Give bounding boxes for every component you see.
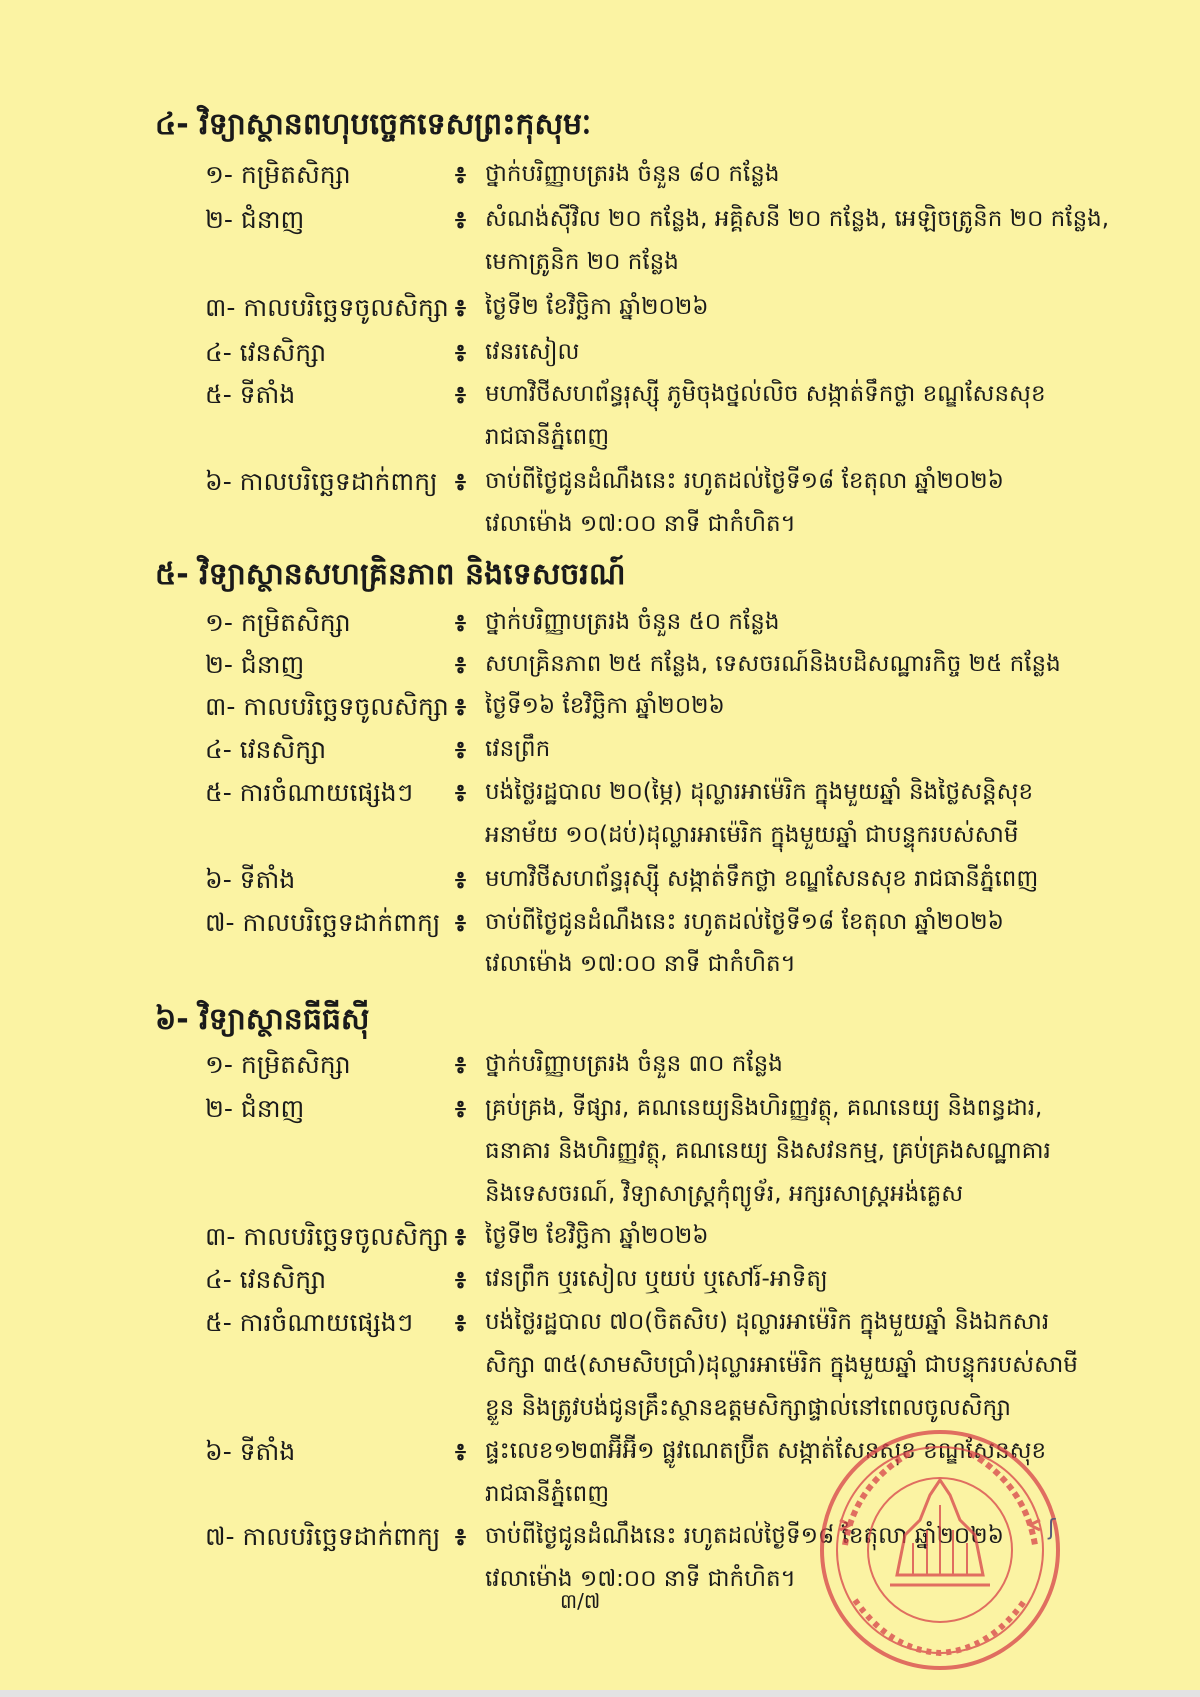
- field-row: [0, 735, 1200, 779]
- field-row: [0, 650, 1200, 694]
- field-row: [0, 160, 1200, 204]
- field-separator: ៖: [455, 650, 466, 679]
- field-separator: ៖: [455, 735, 466, 764]
- field-value: ចាប់ពីថ្ងៃជូនដំណឹងនេះ រហូតដល់ថ្ងៃទី១៨ ខែតុលា ឆ្នាំ២០២៦: [485, 1523, 1004, 1549]
- field-value: វេនព្រឹក ឬរសៀល ឬយប់ ឬសៅរ៍-អាទិត្យ: [485, 1266, 828, 1292]
- field-row: [0, 293, 1200, 337]
- field-row: [0, 692, 1200, 736]
- field-value-continued: រាជធានីភ្នំពេញ: [485, 424, 610, 450]
- field-label: ៧- កាលបរិច្ឆេទដាក់ពាក្យ: [205, 908, 441, 937]
- field-value: ថ្នាក់បរិញ្ញាបត្ររង ចំនួន ៣០ កន្លែង: [485, 1051, 783, 1077]
- field-value: ថ្នាក់បរិញ្ញាបត្ររង ចំនួន ៥០ កន្លែង: [485, 609, 780, 635]
- section-title: ៦- វិទ្យាស្ថានធីធីស៊ី: [155, 1002, 370, 1037]
- field-value-continued: វេលាម៉ោង ១៧:០០ នាទី ជាកំហិត។: [485, 1566, 796, 1592]
- field-value-continued: រាជធានីភ្នំពេញ: [485, 1481, 610, 1507]
- field-row: [0, 1094, 1200, 1138]
- field-separator: ៖: [455, 380, 466, 409]
- field-value-continued: សិក្សា ៣៥(សាមសិបប្រាំ)ដុល្លារអាម៉េរិក ក្នុងមួយឆ្នាំ ជាបន្ទុករបស់សាមី: [485, 1352, 1078, 1378]
- field-row: [0, 778, 1200, 822]
- field-label: ៦- ទីតាំង: [205, 1437, 296, 1466]
- field-value-continued: វេលាម៉ោង ១៧:០០ នាទី ជាកំហិត។: [485, 951, 796, 977]
- field-value: មហាវិថីសហព័ន្ធរុស្ស៊ី ភូមិចុងថ្នល់លិច សង្កាត់ទឹកថ្លា ខណ្ឌសែនសុខ: [485, 381, 1046, 407]
- field-separator: ៖: [455, 1094, 466, 1123]
- field-separator: ៖: [455, 205, 466, 234]
- field-label: ៥- ការចំណាយផ្សេងៗ: [205, 1308, 414, 1337]
- field-separator: ៖: [455, 293, 466, 322]
- field-label: ៤- វេនសិក្សា: [205, 338, 327, 367]
- handwritten-mark: ʃ: [1048, 1516, 1056, 1541]
- section-title: ៤- វិទ្យាស្ថានពហុបច្ចេកទេសព្រះកុសុមៈ: [155, 107, 592, 142]
- field-row: [0, 608, 1200, 652]
- field-row: [0, 205, 1200, 249]
- field-value: ថ្នាក់បរិញ្ញាបត្ររង ចំនួន ៨០ កន្លែង: [485, 161, 780, 187]
- field-value: ផ្ទះលេខ១២៣អ៊ីអ៊ី១ ផ្លូវណេតប្រ៊ីត សង្កាត់សែនសុខ ខណ្ឌសែនសុខ: [485, 1438, 1047, 1464]
- field-separator: ៖: [455, 1222, 466, 1251]
- field-label: ៤- វេនសិក្សា: [205, 735, 327, 764]
- field-separator: ៖: [455, 1265, 466, 1294]
- field-value: វេនរសៀល: [485, 339, 580, 365]
- field-separator: ៖: [455, 692, 466, 721]
- field-value-continued: អនាម័យ ១០(ដប់)ដុល្លារអាម៉េរិក ក្នុងមួយឆ្នាំ ជាបន្ទុករបស់សាមី: [485, 822, 1019, 848]
- field-row: [0, 1050, 1200, 1094]
- field-value: ចាប់ពីថ្ងៃជូនដំណឹងនេះ រហូតដល់ថ្ងៃទី១៨ ខែតុលា ឆ្នាំ២០២៦: [485, 468, 1004, 494]
- field-row: [0, 1308, 1200, 1352]
- field-row: [0, 1222, 1200, 1266]
- field-label: ៥- ការចំណាយផ្សេងៗ: [205, 778, 414, 807]
- field-value: ចាប់ពីថ្ងៃជូនដំណឹងនេះ រហូតដល់ថ្ងៃទី១៨ ខែតុលា ឆ្នាំ២០២៦: [485, 909, 1004, 935]
- field-value: ថ្ងៃទី២ ខែវិច្ឆិកា ឆ្នាំ២០២៦: [485, 294, 709, 320]
- field-row: [0, 908, 1200, 952]
- field-label: ៣- កាលបរិច្ឆេទចូលសិក្សា: [205, 692, 449, 721]
- field-value-continued: ខ្លួន និងត្រូវបង់ជូនគ្រឹះស្ថានឧត្តមសិក្សាផ្ទាល់នៅពេលចូលសិក្សា: [485, 1395, 1011, 1421]
- field-value-continued: វេលាម៉ោង ១៧:០០ នាទី ជាកំហិត។: [485, 511, 796, 537]
- field-label: ២- ជំនាញ: [205, 205, 305, 234]
- field-value: បង់ថ្លៃរដ្ឋបាល ៧០(ចិតសិប) ដុល្លារអាម៉េរិក ក្នុងមួយឆ្នាំ និងឯកសារ: [485, 1309, 1050, 1335]
- field-separator: ៖: [455, 338, 466, 367]
- field-value: ថ្ងៃទី១៦ ខែវិច្ឆិកា ឆ្នាំ២០២៦: [485, 693, 725, 719]
- field-label: ៦- កាលបរិច្ឆេទដាក់ពាក្យ: [205, 467, 438, 496]
- field-separator: ៖: [455, 608, 466, 637]
- official-seal-stamp: [815, 1425, 1065, 1675]
- field-separator: ៖: [455, 1522, 466, 1551]
- field-separator: ៖: [455, 1050, 466, 1079]
- field-row: [0, 380, 1200, 424]
- field-separator: ៖: [455, 160, 466, 189]
- field-separator: ៖: [455, 778, 466, 807]
- field-label: ៦- ទីតាំង: [205, 865, 296, 894]
- field-label: ១- កម្រិតសិក្សា: [205, 160, 351, 189]
- field-label: ៥- ទីតាំង: [205, 380, 296, 409]
- field-label: ២- ជំនាញ: [205, 650, 305, 679]
- field-value: មហាវិថីសហព័ន្ធរុស្ស៊ី សង្កាត់ទឹកថ្លា ខណ្ឌសែនសុខ រាជធានីភ្នំពេញ: [485, 866, 1039, 892]
- field-label: ១- កម្រិតសិក្សា: [205, 608, 351, 637]
- field-separator: ៖: [455, 467, 466, 496]
- field-value: សហគ្រិនភាព ២៥ កន្លែង, ទេសចរណ៍និងបដិសណ្ឋារកិច្ច ២៥ កន្លែង: [485, 651, 1061, 677]
- field-value: សំណង់ស៊ីវិល ២០ កន្លែង, អគ្គិសនី ២០ កន្លែង, អេឡិចត្រូនិក ២០ កន្លែង,: [485, 206, 1110, 232]
- field-row: [0, 865, 1200, 909]
- field-label: ៤- វេនសិក្សា: [205, 1265, 327, 1294]
- section-title: ៥- វិទ្យាស្ថានសហគ្រិនភាព និងទេសចរណ៍: [155, 557, 626, 592]
- field-value: បង់ថ្លៃរដ្ឋបាល ២០(ម្ភៃ) ដុល្លារអាម៉េរិក ក្នុងមួយឆ្នាំ និងថ្លៃសន្តិសុខ: [485, 779, 1034, 805]
- field-row: [0, 1265, 1200, 1309]
- field-separator: ៖: [455, 865, 466, 894]
- field-label: ១- កម្រិតសិក្សា: [205, 1050, 351, 1079]
- page-number: ៣/៧: [560, 1589, 601, 1613]
- field-label: ៣- កាលបរិច្ឆេទចូលសិក្សា: [205, 293, 449, 322]
- field-label: ៣- កាលបរិច្ឆេទចូលសិក្សា: [205, 1222, 449, 1251]
- field-value: វេនព្រឹក: [485, 736, 551, 762]
- field-separator: ៖: [455, 1437, 466, 1466]
- field-separator: ៖: [455, 908, 466, 937]
- field-value-continued: មេកាត្រូនិក ២០ កន្លែង: [485, 249, 679, 275]
- field-value: ថ្ងៃទី២ ខែវិច្ឆិកា ឆ្នាំ២០២៦: [485, 1223, 709, 1249]
- field-label: ២- ជំនាញ: [205, 1094, 305, 1123]
- field-row: [0, 467, 1200, 511]
- field-separator: ៖: [455, 1308, 466, 1337]
- field-value-continued: ធនាគារ និងហិរញ្ញវត្ថុ, គណនេយ្យ និងសវនកម្ម, គ្រប់គ្រងសណ្ឋាគារ: [485, 1138, 1051, 1164]
- field-value: គ្រប់គ្រង, ទីផ្សារ, គណនេយ្យនិងហិរញ្ញវត្ថុ, គណនេយ្យ និងពន្ធដារ,: [485, 1095, 1043, 1121]
- field-row: [0, 338, 1200, 382]
- field-value-continued: និងទេសចរណ៍, វិទ្យាសាស្ត្រកុំព្យូទ័រ, អក្សរសាស្ត្រអង់គ្លេស: [485, 1181, 964, 1207]
- field-label: ៧- កាលបរិច្ឆេទដាក់ពាក្យ: [205, 1522, 441, 1551]
